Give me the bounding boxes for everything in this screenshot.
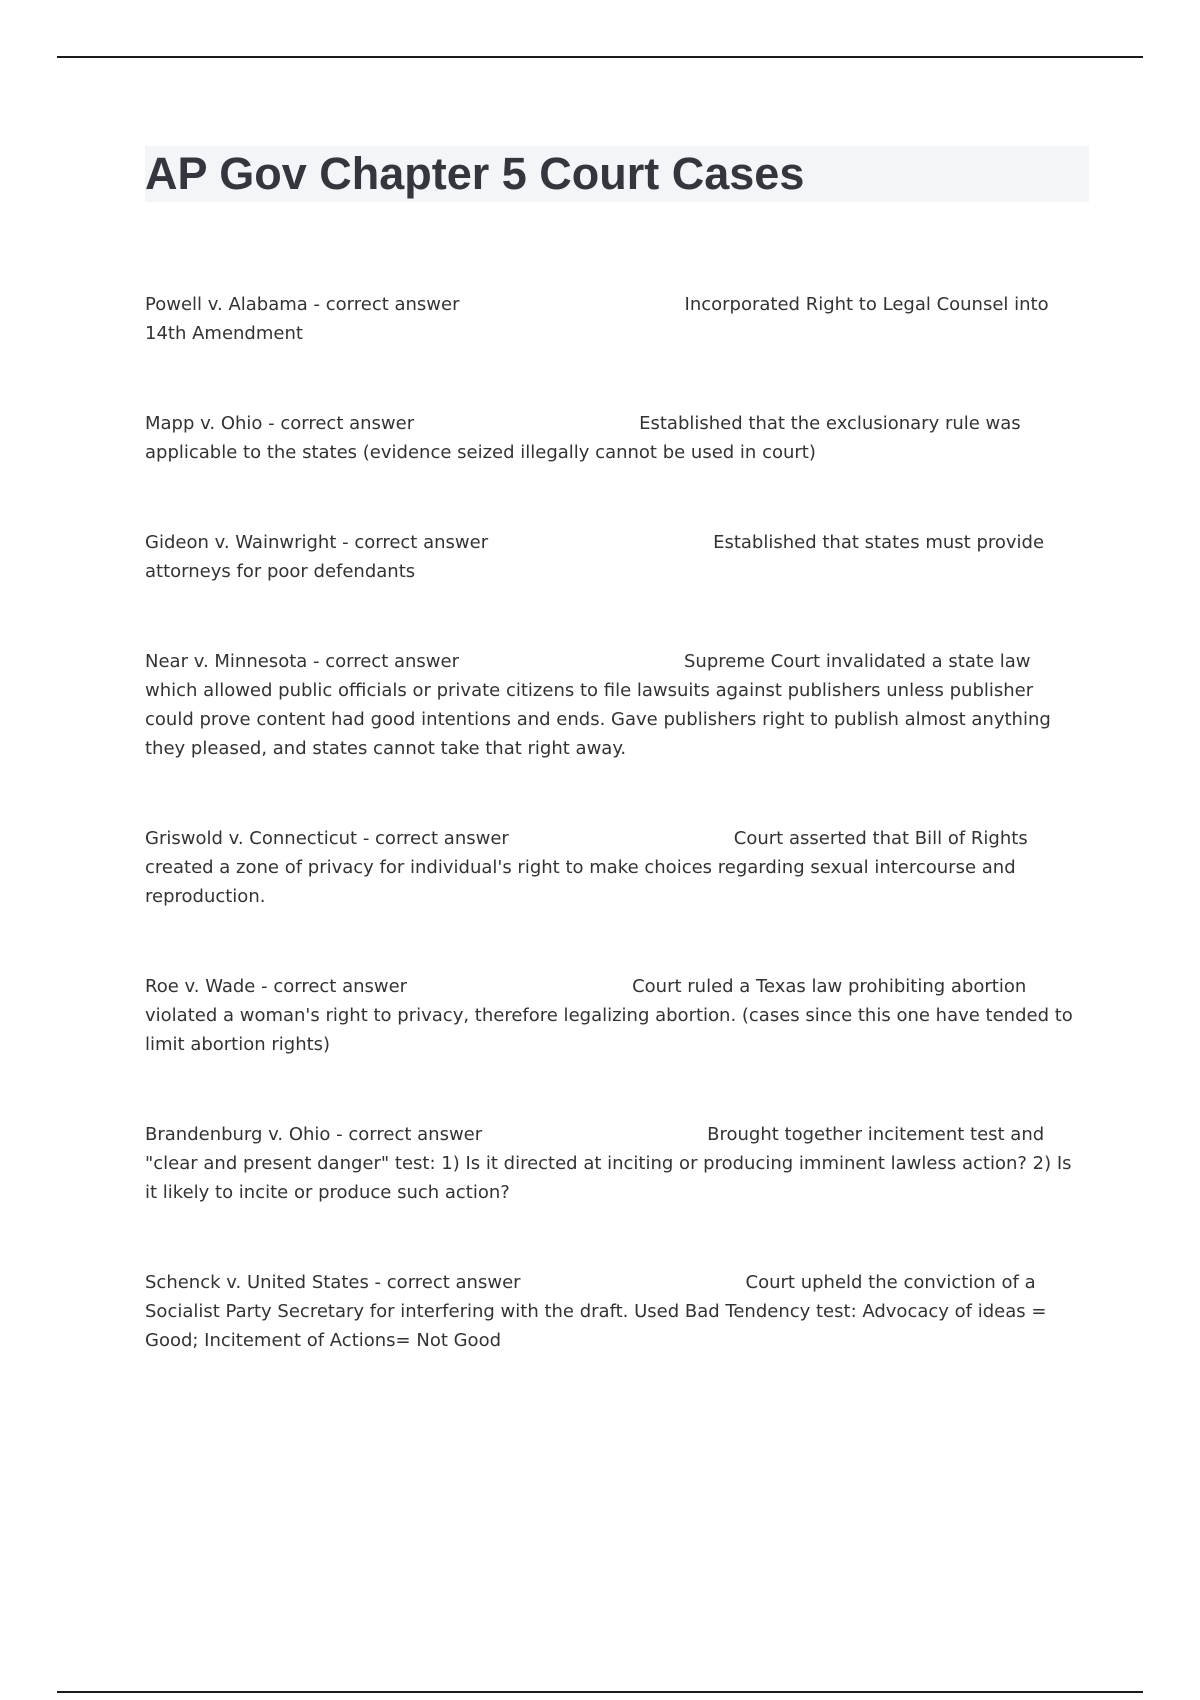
case-item — [145, 1120, 1085, 1207]
case-term: Gideon v. Wainwright - correct answer — [145, 532, 489, 553]
case-definition: Established that states must provide attorneys for poor defendants — [145, 532, 1045, 582]
case-item — [145, 409, 1085, 467]
case-term: Near v. Minnesota - correct answer — [145, 651, 459, 672]
bottom-rule — [57, 1691, 1143, 1693]
case-definition: Established that the exclusionary rule was applicable to the states (evidence seized illegally cannot be used in court) — [145, 413, 1021, 463]
case-term: Schenck v. United States - correct answer — [145, 1272, 521, 1293]
case-definition: Court asserted that Bill of Rights created a zone of privacy for individual's right to make choices regarding sexual intercourse and reproduction. — [145, 828, 1028, 907]
top-rule — [57, 56, 1143, 58]
case-term: Mapp v. Ohio - correct answer — [145, 413, 415, 434]
case-definition: Brought together incitement test and "clear and present danger" test: 1) Is it directed at inciting or producing imminent lawless action? 2) Is it likely to incite or produce such action? — [145, 1124, 1072, 1203]
case-definition: Court upheld the conviction of a Socialist Party Secretary for interfering with the draft. Used Bad Tendency test: Advocacy of ideas = Good; Incitement of Actions= Not Good — [145, 1272, 1047, 1351]
case-term: Griswold v. Connecticut - correct answer — [145, 828, 509, 849]
case-term: Brandenburg v. Ohio - correct answer — [145, 1124, 483, 1145]
case-item — [145, 647, 1085, 763]
page-title: AP Gov Chapter 5 Court Cases — [145, 148, 805, 199]
case-definition: Incorporated Right to Legal Counsel into 14th Amendment — [145, 294, 1049, 344]
case-item — [145, 290, 1085, 348]
case-definition: Court ruled a Texas law prohibiting abortion violated a woman's right to privacy, therefore legalizing abortion. (cases since this one have tended to limit abortion rights) — [145, 976, 1073, 1055]
case-item — [145, 972, 1085, 1059]
case-item — [145, 824, 1085, 911]
case-term: Powell v. Alabama - correct answer — [145, 294, 460, 315]
case-term: Roe v. Wade - correct answer — [145, 976, 408, 997]
case-definition: Supreme Court invalidated a state law which allowed public officials or private citizens to file lawsuits against publishers unless publisher could prove content had good intentions and ends. Gave publishers right to publish almost anything they pleased, and states cannot take that right away. — [145, 651, 1051, 759]
case-list — [145, 290, 1085, 1416]
case-item — [145, 1268, 1085, 1355]
case-item — [145, 528, 1085, 586]
